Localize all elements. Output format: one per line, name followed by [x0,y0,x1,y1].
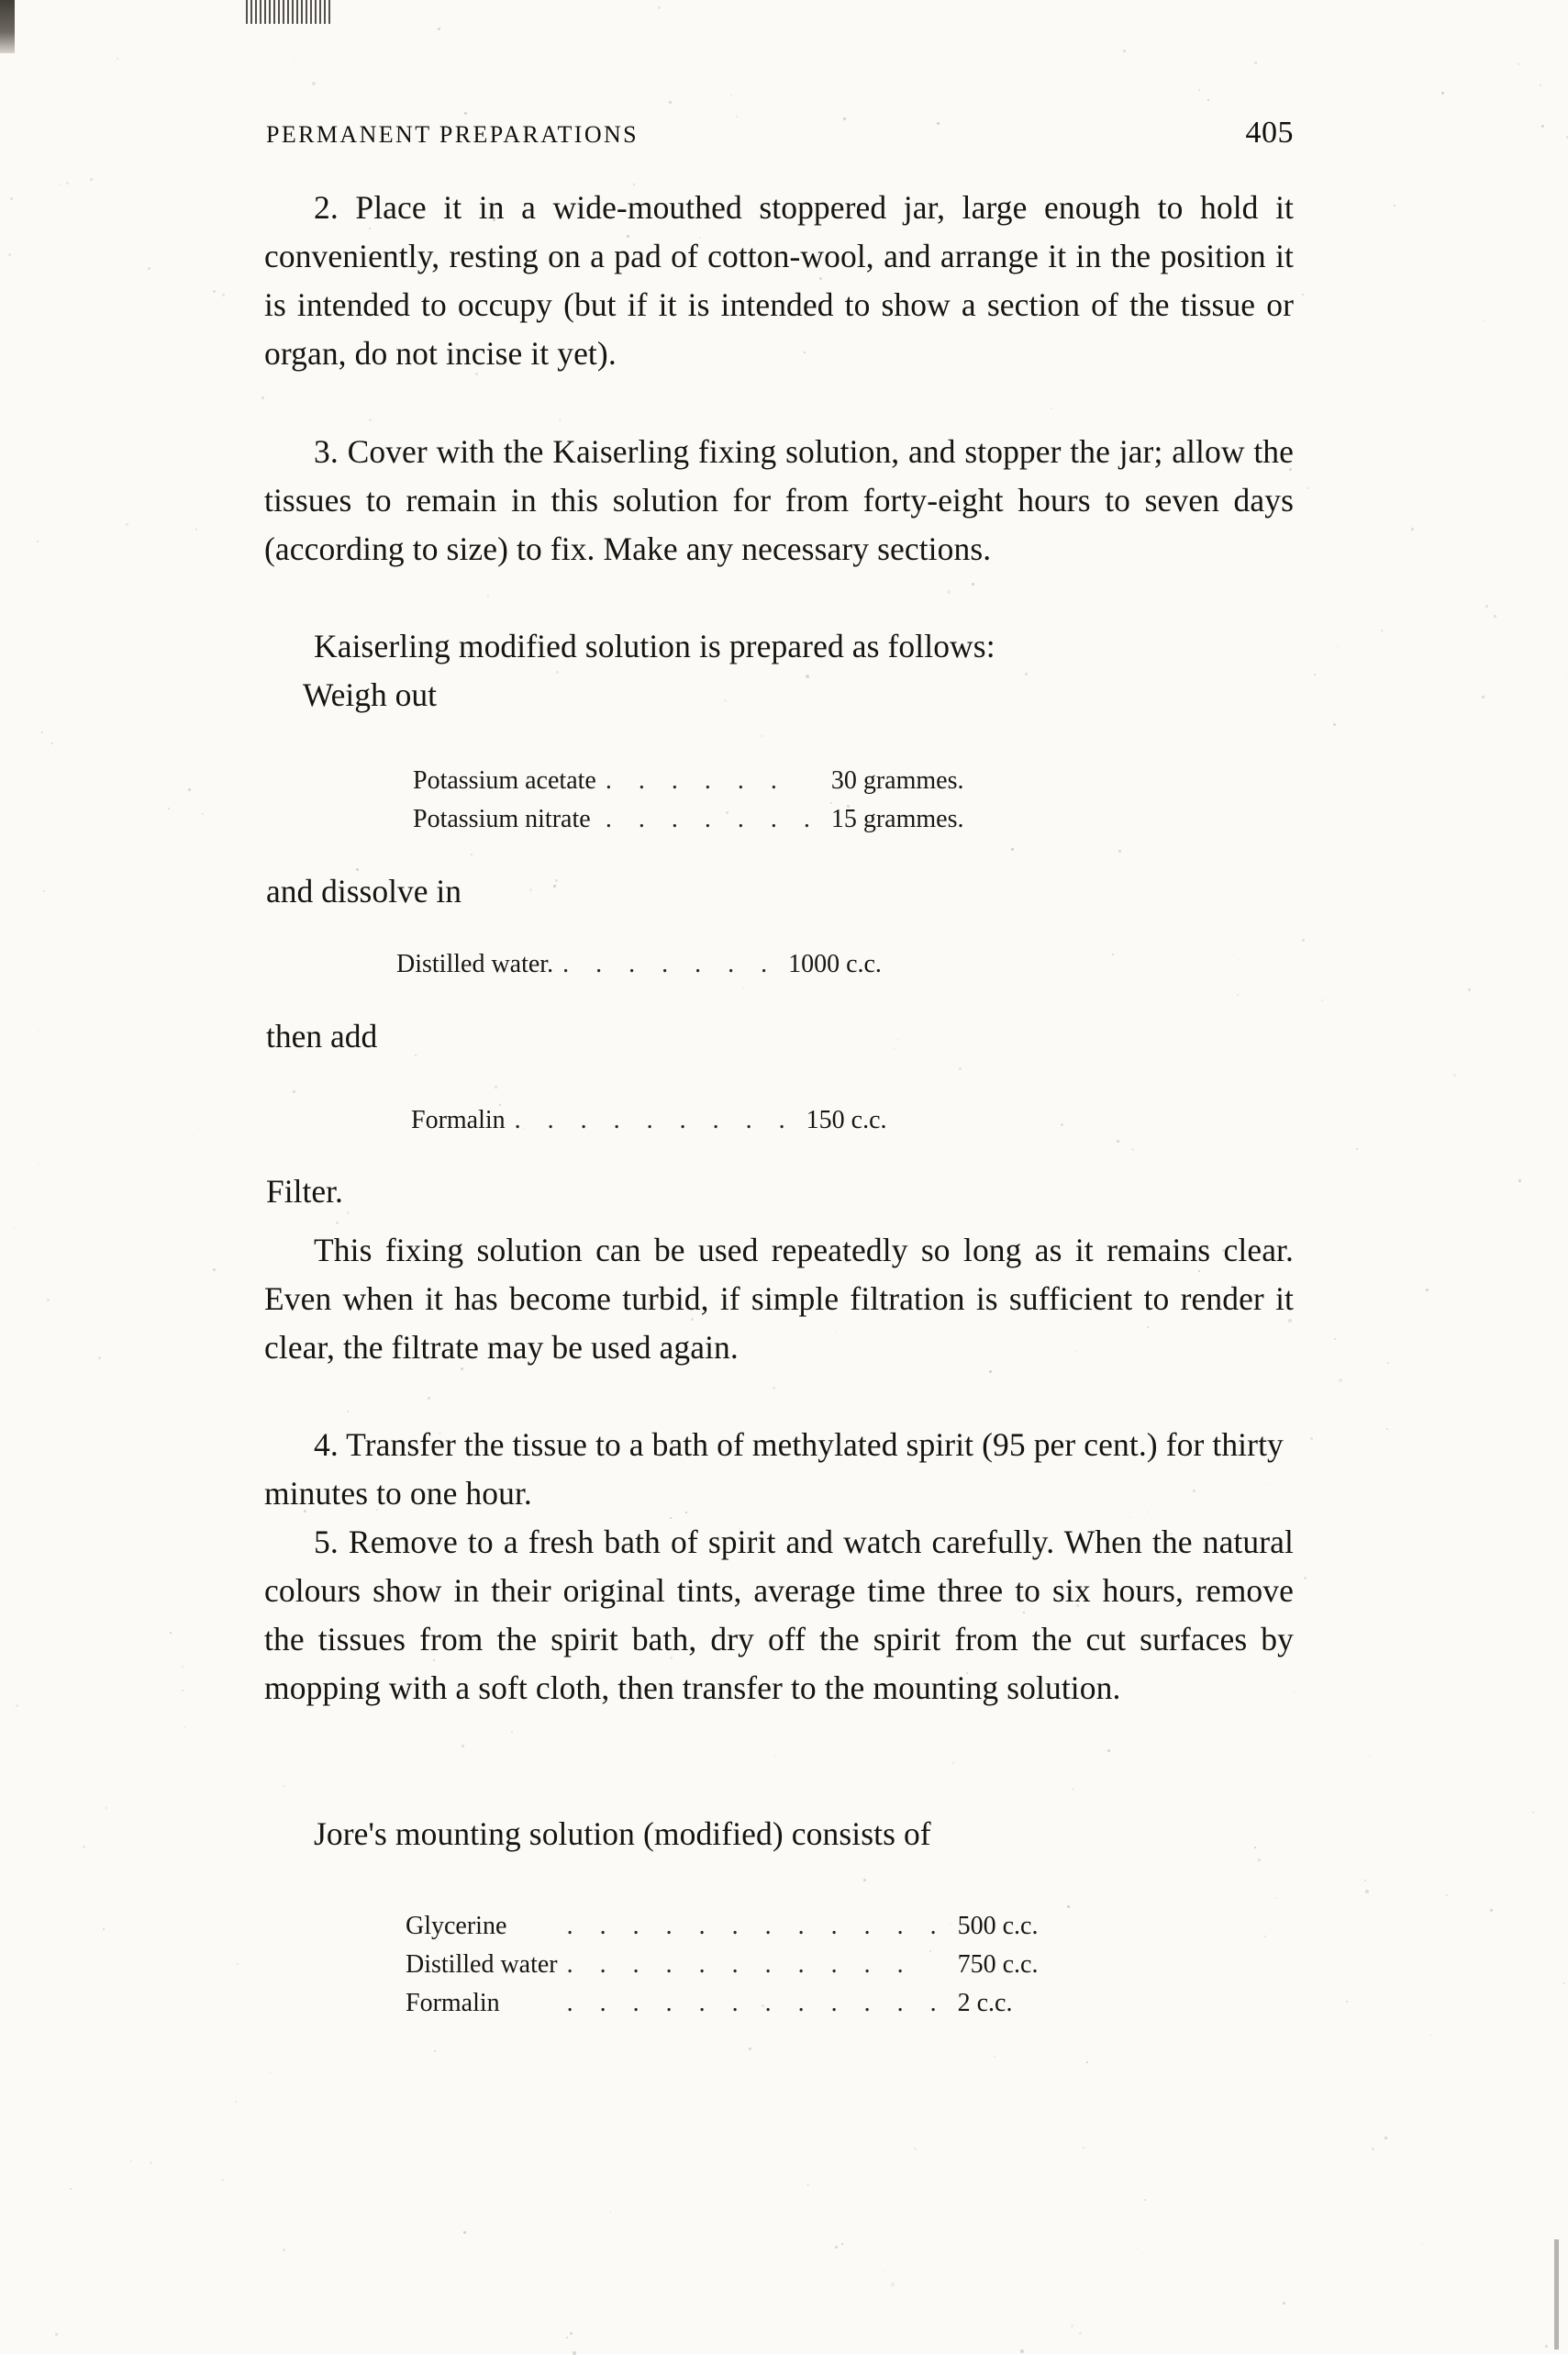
recipe-kaiserling-solids [413,762,963,839]
ingredient-amount: 150 c.c. [806,1106,887,1134]
ingredient-name: Potassium nitrate [413,805,591,833]
recipe-addition-wrap [411,1101,887,1140]
recipe-addition [411,1101,887,1140]
paragraph-step-3: 3. Cover with the Kaiserling fixing solution, and stopper the jar; allow the tissues to remain in this solution for from forty-eight hours to seven days (according to size) to fix. Make any necessary sections. [264,433,1294,567]
recipe-jore [406,1907,1038,2023]
paragraph-step-5: 5. Remove to a fresh bath of spirit and watch carefully. When the natural colours show in their original tints, average time three to six hours, remove the tissues from the spirit bath, dry off the spirit from the cut surfaces by mopping with a soft cloth, then transfer to the mounting solution. [264,1523,1294,1706]
recipe-row [406,1907,1038,1946]
recipe-jore-wrap [406,1907,1038,2023]
paragraph-step-5-wrap [264,1518,1294,1713]
running-title: PERMANENT PREPARATIONS [266,121,639,148]
running-head [266,116,1294,151]
ingredient-amount: 15 grammes. [830,805,964,833]
dot-leader: . . . . . . . . . [514,1106,795,1134]
ingredient-amount: 1000 c.c. [788,950,882,978]
recipe-row [413,762,963,800]
dot-leader: . . . . . . . . . . . . [566,1989,947,2017]
paragraph-step-4-wrap [264,1421,1294,1518]
paragraph-step-3-wrap [264,428,1294,574]
recipe-row [406,1946,1038,1984]
label-weigh-out: Weigh out [303,676,438,713]
ingredient-name: Potassium acetate [413,766,596,795]
dot-leader: . . . . . . . [605,805,820,833]
ingredient-amount: 2 c.c. [957,1989,1013,2017]
recipe-solvent [396,945,882,984]
recipe-row [406,1984,1038,2023]
recipe-solvent-wrap [396,945,882,984]
label-and-dissolve-in: and dissolve in [266,873,462,910]
paragraph-step-4: 4. Transfer the tissue to a bath of methylated spirit (95 per cent.) for thirty minutes to one hour. [264,1426,1284,1512]
label-filter-wrap [266,1167,343,1216]
label-filter: Filter. [266,1173,343,1210]
paragraph-jore: Jore's mounting solution (modified) consists of [314,1815,931,1852]
ingredient-name: Formalin [411,1106,506,1134]
ingredient-amount: 750 c.c. [957,1950,1039,1979]
dot-leader: . . . . . . . . . . . . [566,1912,947,1940]
label-then-add-wrap [266,1012,377,1061]
dot-leader: . . . . . . . . . . . [566,1950,914,1979]
recipe-kaiserling-solids-wrap [413,762,963,839]
label-weigh-out-wrap [303,671,437,720]
recipe-row [411,1101,887,1140]
ingredient-name: Glycerine [406,1912,507,1940]
ingredient-name: Distilled water. [396,950,554,978]
ingredient-name: Formalin [406,1989,500,2017]
paragraph-kaiserling: Kaiserling modified solution is prepared as follows: [314,628,995,664]
ingredient-amount: 500 c.c. [957,1912,1039,1940]
paragraph-kaiserling-wrap [264,622,1294,671]
ingredient-name: Distilled water [406,1950,558,1979]
dot-leader: . . . . . . [605,766,787,795]
ingredient-amount: 30 grammes. [830,766,964,795]
paragraph-jore-wrap [264,1810,1294,1858]
page-number: 405 [1245,116,1294,150]
label-then-add: then add [266,1018,378,1055]
paragraph-step-2-wrap [264,184,1294,378]
label-dissolve-wrap [266,867,462,916]
recipe-row [413,800,963,839]
recipe-row [396,945,882,984]
paragraph-fixing-solution: This fixing solution can be used repeatedly so long as it remains clear. Even when it has become turbid, if simple filtration is sufficient to render it clear, the filtrate may be used again. [264,1232,1294,1366]
paragraph-fixing-wrap [264,1226,1294,1372]
paragraph-step-2: 2. Place it in a wide-mouthed stoppered jar, large enough to hold it conveniently, resting on a pad of cotton-wool, and arrange it in the position it is intended to occupy (but if it is intended to show a section of the tissue or organ, do not incise it yet). [264,189,1294,372]
dot-leader: . . . . . . . [562,950,778,978]
